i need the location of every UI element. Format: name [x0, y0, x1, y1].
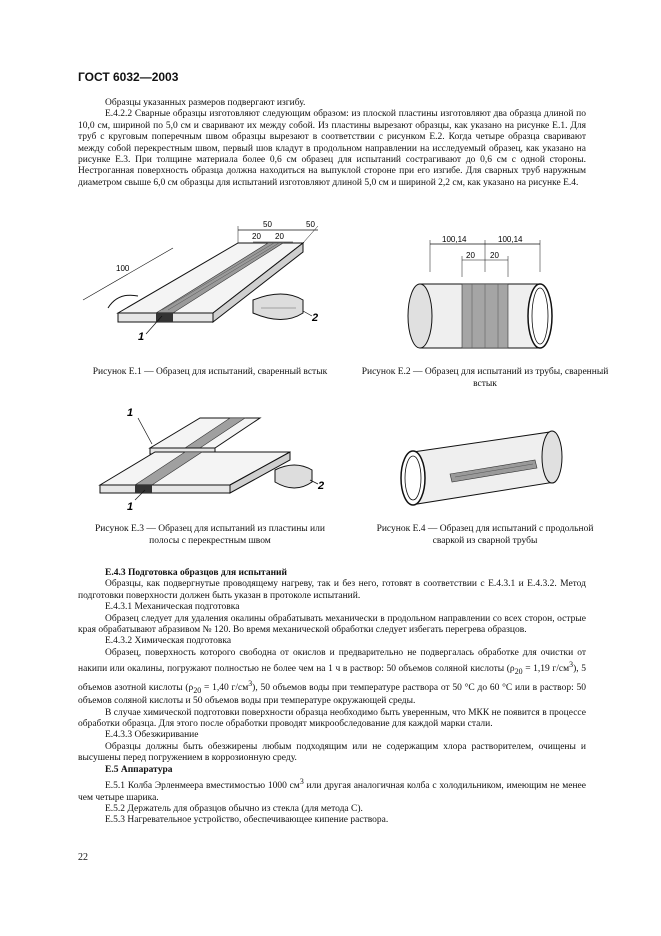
e51-text-b: или другая аналогичная колба с холодильником, имеющим не менее чем четыре шарика.	[78, 781, 586, 803]
rho-sub-2: 20	[193, 685, 202, 695]
section-e52-paragraph: Е.5.2 Держатель для образцов обычно из стекла (для метода С).	[105, 803, 363, 814]
dim-e2-20b: 20	[490, 251, 499, 260]
e51-text-a: Е.5.1 Колба Эрленмеера вместимостью 1000 см	[105, 781, 300, 792]
section-e5-heading	[78, 765, 586, 776]
section-e431-paragraph: Образец следует для удаления окалины обрабатывать механически в продольном направлении со всех сторон, острые края обрабатывают абразивом № 120. Во время механической обработки следует избегать перегрева образцов.	[78, 613, 586, 636]
section-e53-paragraph: Е.5.3 Нагревательное устройство, обеспечивающее кипение раствора.	[105, 815, 389, 826]
intro-paragraph-1: Образцы указанных размеров подвергают изгибу.	[105, 98, 306, 108]
figure-e2-drawing	[400, 232, 570, 357]
callout-e1-2: 2	[312, 312, 319, 324]
cm3-sup-1: 3	[569, 660, 574, 670]
e432-text-d: = 1,40 г/см	[201, 682, 249, 693]
cm3-sup-2: 3	[248, 678, 253, 688]
callout-e3-1a: 1	[127, 407, 134, 419]
figure-e3-drawing	[90, 400, 340, 520]
dim-e1-100: 100	[116, 264, 130, 273]
section-e432-heading: Е.4.3.2 Химическая подготовка	[105, 636, 232, 647]
section-e433-heading: Е.4.3.3 Обезжиривание	[105, 730, 199, 741]
section-e43-heading-text: Е.4.3 Подготовка образцов для испытаний	[105, 568, 288, 578]
figure-e3-caption: Рисунок Е.3 — Образец для испытаний из пластины или полосы с перекрестным швом	[95, 524, 325, 546]
section-e432-paragraph-2: В случае химической подготовки поверхности образца необходимо быть уверенным, что МКК не появится в процессе обработки образца. Для этого после обработки проводят микрообследование для каждой марки стали.	[78, 707, 586, 729]
dim-e2-20a: 20	[466, 251, 475, 260]
figure-e1-drawing	[78, 218, 348, 348]
e432-text-b: = 1,19 г/см	[522, 664, 570, 675]
figure-e1-caption: Рисунок Е.1 — Образец для испытаний, сваренный встык	[92, 367, 328, 377]
figure-e4-caption: Рисунок Е.4 — Образец для испытаний с продольной сваркой из сварной трубы	[376, 524, 594, 546]
figure-e2-caption: Рисунок Е.2 — Образец для испытаний из трубы, сваренный встык	[361, 367, 609, 389]
section-e5-heading-text: Е.5 Аппаратура	[105, 764, 173, 775]
document-header: ГОСТ 6032—2003	[78, 70, 179, 84]
section-e51-paragraph	[78, 776, 586, 804]
section-e432-paragraph	[78, 648, 586, 708]
dim-e2-100a: 100,14	[442, 235, 467, 244]
intro-text	[78, 98, 586, 189]
page-number: 22	[78, 852, 88, 863]
callout-e3-2: 2	[318, 480, 325, 492]
callout-e3-1b: 1	[127, 501, 134, 513]
section-e431-heading: Е.4.3.1 Механическая подготовка	[105, 602, 240, 613]
figure-e4-drawing	[395, 422, 575, 522]
e432-text-c: ), 5 объемов азотной кислоты (ρ	[78, 664, 587, 693]
dim-e1-20b: 20	[275, 232, 284, 241]
dim-e1-50a: 50	[263, 220, 272, 229]
e432-text-a: Образец, поверхность которого свободна от окислов и предварительно не подвергалась обработке для очистки от накипи или окалины, погружают полностью не более чем на 1 ч в раствор: 50 объемов соляной кислоты (ρ	[78, 647, 586, 675]
e432-text-e: ), 50 объемов воды при температуре раствора от 50 °С до 60 °С или в раствор: 50 объемов соляной кислоты и 50 объемов воды при температуре окружающей среды.	[78, 682, 586, 707]
callout-e1-1: 1	[138, 331, 145, 343]
dim-e2-100b: 100,14	[498, 235, 523, 244]
e51-sup: 3	[299, 777, 304, 786]
section-e43-paragraph-1: Образцы, как подвергнутые проводящему нагреву, так и без него, готовят в соответствии с Е.4.3.1 и Е.4.3.2. Метод подготовки поверхности должен быть указан в протоколе испытаний.	[78, 579, 586, 601]
intro-paragraph-2: Е.4.2.2 Сварные образцы изготовляют следующим образом: из плоской пластины изготовляют два образца длиной по 10,0 см, шириной по 5,0 см и сваривают их между собой. Из пластины вырезают образцы, как указано на рисунке Е.1. Для труб с круговым поперечным швом образцы вырезают в соответствии с рисунком Е.2. Когда четыре образца сваривают между собой перекрестным швом, первый шов кладут в продольном направлении на исследуемый образец, как указано на рисунке Е.3. При толщине материала более 0,6 см образец для испытаний сострагивают до 0,6 см с одной стороны. Нестроганная поверхность образца должна находиться на выпуклой стороне при его изгибе. Для сварных труб наружным диаметром свыше 6,0 см образцы для испытаний изготовляют длиной 5,0 см и шириной 2,2 см, как указано на рисунке Е.4.	[78, 109, 586, 188]
section-e43	[78, 568, 586, 827]
rho-sub-1: 20	[514, 667, 523, 677]
dim-e1-20a: 20	[252, 232, 261, 241]
dim-e1-50b: 50	[306, 220, 315, 229]
section-e43-heading	[78, 568, 586, 579]
section-e433-paragraph: Образцы должны быть обезжирены любым подходящим или не содержащим хлора растворителем, очищены и высушены перед погружением в коррозионную среду.	[78, 741, 586, 764]
